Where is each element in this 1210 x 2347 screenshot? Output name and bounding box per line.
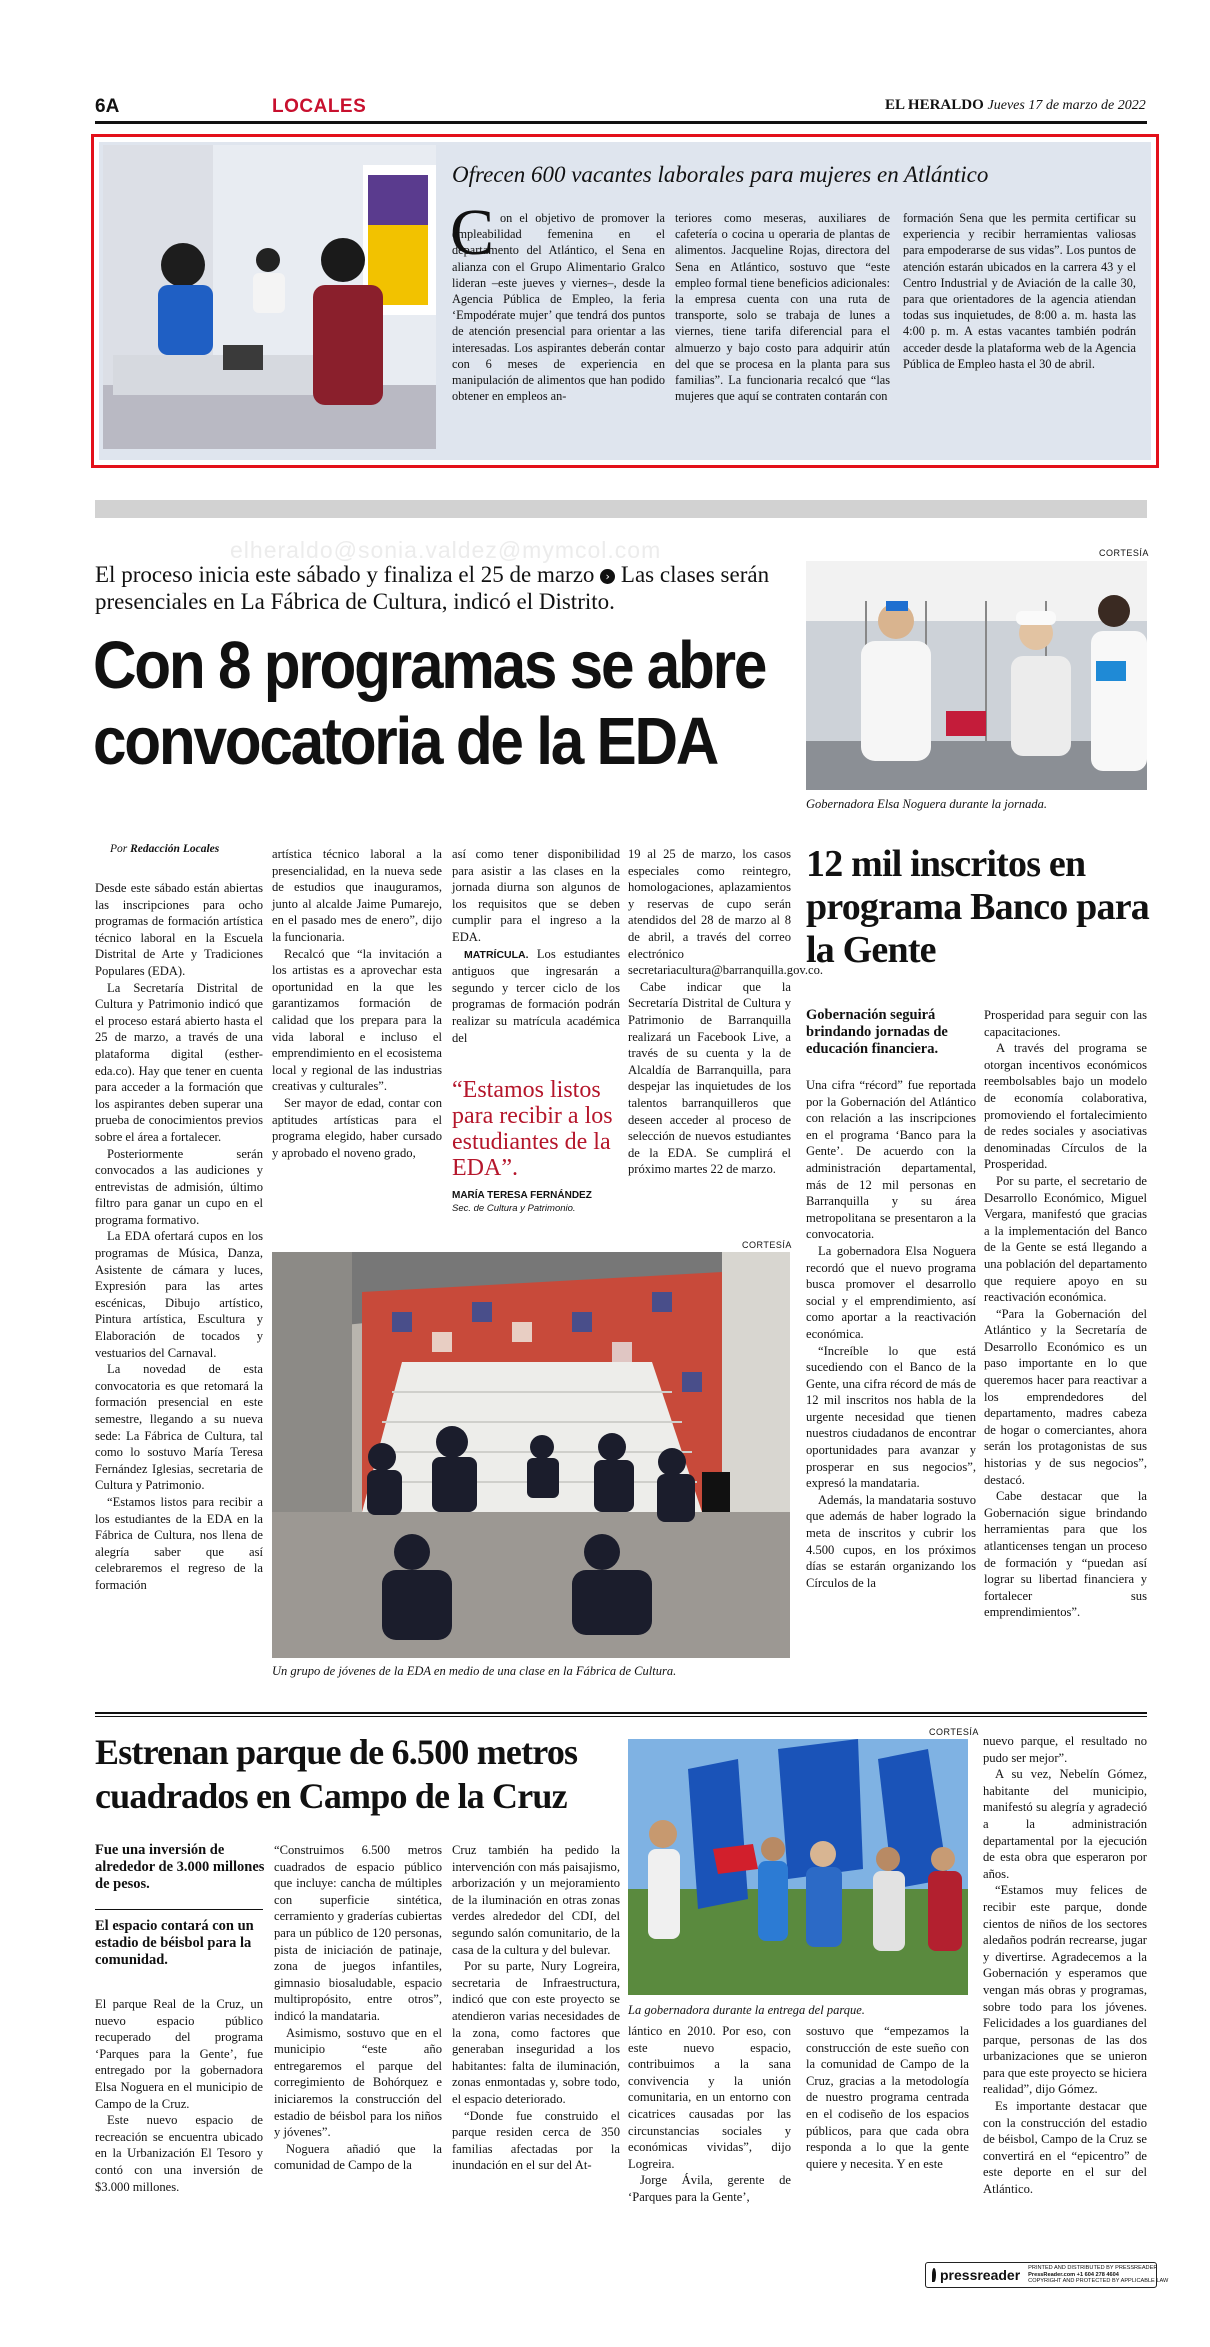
main-col-3-b (452, 946, 620, 1047)
paragraph: “Para la Gobernación del Atlántico y la Secretaría de Desarrollo Económico es un paso importante en lo que queremos hacer para reactivar a los emprendedores del departamento, madres cabeza de hogar o comerciantes, ahora serán los protagonistas de sus historias y de sus negocios”, destacó. (984, 1306, 1147, 1487)
paragraph: Cruz también ha pedido la intervención con más paisajismo, arborización y un mejoramiento de la iluminación en otras zonas verdes alrededor del CDI, del segundo salón comunitario, de la casa de la cultura y del bulevar. (452, 1843, 620, 1957)
paragraph: Cabe indicar que la Secretaría Distrital de Cultura y Patrimonio de Barranquilla realizará un Facebook Live, a través de su cuenta y la de Alcaldía de Barranquilla, para despejar las inquietudes de los talentos barranquilleros que deseen acceder al proceso de selección de nuevos estudiantes de la EDA. Se cumplirá el próximo martes 22 de marzo. (628, 979, 791, 1177)
page-number: 6A (95, 96, 120, 117)
paragraph: La EDA ofertará cupos en los programas de Música, Danza, Asistente de cámara y luces, Expresión para las artes escénicas, Dibujo artístico, Pintura artística, Escultura y Elaboración de tocados y vestuarios del Carnaval. (95, 1229, 263, 1360)
pressreader-badge (925, 2262, 1169, 2288)
paragraph: nuevo parque, el resultado no pudo ser mejor”. (983, 1734, 1147, 1765)
main-col-4 (628, 846, 824, 1178)
main-col-3-a: así como tener disponibilidad para asistir a las clases en la jornada diurna son algunos de los requisitos que se deben cumplir para el ingreso a la EDA. (452, 847, 620, 944)
section-divider (95, 1712, 1147, 1714)
paragraph: Recalcó que “la invitación a los artistas es a aprovechar esta oportunidad en la que les garantizamos formación de calidad que los prepara para la vida laboral e incluso el emprendimiento en el ecosistema local y regional de las industrias creativas y culturales”. (272, 946, 442, 1094)
pressreader-logo-icon (932, 2268, 936, 2282)
paragraph: Prosperidad para seguir con las capacitaciones. (984, 1008, 1147, 1039)
issue-date: Jueves 17 de marzo de 2022 (987, 98, 1146, 113)
paragraph: artística técnico laboral a la presencialidad, en la nueva sede de estudios que inauguramos, junto al alcalde Jaime Pumarejo, en el pasado mes de enero”, dijo la funcionaria. (272, 847, 442, 944)
paragraph: Cabe destacar que la Gobernación sigue brindando herramientas para que los atlanticenses tengan un proceso de formación y “puedan así lograr su libertad financiera y fortalecer sus emprendimientos”. (984, 1489, 1147, 1620)
box-col-2: teriores como meseras, auxiliares de cafetería o cocina u operaria de plantas de alimentos. Jacqueline Rojas, directora del Sena en Atlántico, sostuvo que “este empleo formal tiene beneficios adicionales: la empresa cuenta con una ruta de transporte, solo se trabaja de lunes a viernes, tiene tarifa diferencial para el almuerzo y bajo costo para adquirir atún del que se procesa en la planta para sus familias”. La funcionaria recalcó que “las mujeres que aquí se contraten contarán con (675, 211, 890, 404)
side-summary: Gobernación seguirá brindando jornadas de educación financiera. (806, 1007, 948, 1057)
paragraph: “Increíble lo que está sucediendo con el Banco de la Gente, una cifra récord de más de 12 mil inscritos nos habla de la urgente necesidad que tienen nuestros ciudadanos de encontrar oportunidades para avanzar y prosperar en sus negocios”, expresó la mandataria. (806, 1343, 976, 1491)
paragraph: Ser mayor de edad, contar con aptitudes artísticas para el programa elegido, haber cursado y aprobado el noveno grado, (272, 1095, 442, 1160)
box-col-1 (452, 210, 665, 404)
paragraph: Posteriormente serán convocados a las audiciones y entrevistas de admisión, último filtro para ganar un cupo en el programa formativo. (95, 1146, 263, 1227)
paragraph: Además, la mandataria sostuvo que además de haber logrado la meta de inscritos y cubrir los 4.500 cupos, en los próximos días se estarán organizando los Círculos de la (806, 1492, 976, 1590)
main-col-1 (95, 880, 263, 1594)
side-photo-credit: CORTESÍA (1099, 548, 1149, 558)
side-photo-illustration (806, 561, 1147, 790)
paragraph: Es importante destacar que con la construcción del estadio de béisbol, Campo de la Cruz se convertirá en el “epicentro” de este deporte en el sur del Atlántico. (983, 2099, 1147, 2197)
main-photo-caption: Un grupo de jóvenes de la EDA en medio de una clase en la Fábrica de Cultura. (272, 1664, 677, 1678)
paragraph: Una cifra “récord” fue reportada por la Gobernación del Atlántico con relación a las inscripciones en el programa ‘Banco para la Gente’. De acuerdo con la administración departamental, más de 12 mil personas en Barranquilla y su área metropolitana se presentaron a la convocatoria. (806, 1078, 976, 1242)
paragraph: “Construimos 6.500 metros cuadrados de espacio público que incluye: cancha de múltiples con superficie sintética, cerramiento y graderías cubiertas para un público de 120 personas, pista de iniciación de patinaje, zona de juegos infantiles, gimnasio biosaludable, espacio multipropósito, entre otros”, indicó la mandataria. (274, 1843, 442, 2023)
paragraph: Por su parte, el secretario de Desarrollo Económico, Miguel Vergara, manifestó que gracias a la implementación del Banco de la Gente se está llegando a una población del departamento que requiere apoyo en su reactivación económica. (984, 1173, 1147, 1305)
paragraph: Jorge Ávila, gerente de ‘Parques para la Gente’, (628, 2173, 791, 2204)
paragraph: “Estamos listos para recibir a los estudiantes de la EDA en la Fábrica de Cultura, nos llena de alegría saber que así celebraremos el regreso de la formación (95, 1494, 263, 1592)
side-photo-caption: Gobernadora Elsa Noguera durante la jornada. (806, 797, 1047, 811)
main-deck (95, 561, 785, 615)
byline-prefix: Por (110, 843, 128, 855)
paragraph: La novedad de esta convocatoria es que retomará la formación presencial en este semestre, llegando a su nueva sede: La Fábrica de Cultura, tal como lo sostuvo María Teresa Fernández Iglesias, secretaria de Cultura y Patrimonio. (95, 1362, 263, 1493)
quote-author: MARÍA TERESA FERNÁNDEZ (452, 1190, 592, 1201)
bottom-col-1 (95, 1996, 263, 2195)
arrow-icon: › (600, 569, 615, 584)
paragraph: Noguera añadió que la comunidad de Campo de la (274, 2141, 442, 2173)
bottom-col-3 (452, 1842, 620, 2174)
bottom-headline: Estrenan parque de 6.500 metros cuadrados en Campo de la Cruz (95, 1732, 578, 1816)
paragraph: A su vez, Nebelín Gómez, habitante del municipio, manifestó su alegría y agradeció a la administración departamental por la ejecución de esta obra que esperaron por años. (983, 1767, 1147, 1881)
side-headline: 12 mil inscritos en programa Banco para la Gente (806, 843, 1149, 971)
pressreader-brand: pressreader (940, 2267, 1021, 2283)
main-col-2 (272, 846, 442, 1161)
bottom-col-5 (806, 2023, 969, 2172)
matricula-label: MATRÍCULA. (464, 948, 529, 961)
bottom-col-2 (274, 1842, 442, 2174)
side-col-2 (984, 1007, 1147, 1621)
bottom-photo-credit: CORTESÍA (929, 1727, 979, 1737)
section-name: LOCALES (272, 96, 367, 117)
box-dropcap: C (450, 196, 495, 269)
main-photo (272, 1252, 790, 1658)
bottom-summary-rule (95, 1909, 263, 1910)
paragraph: Asimismo, sostuvo que en el municipio “este año entregaremos el parque del corregimiento de Bohórquez e iniciaremos la construcción del estadio de béisbol para los niños y jóvenes”. (274, 2025, 442, 2140)
header-rule (95, 121, 1147, 124)
watermark: elheraldo@sonia.valdez@mymcol.com (230, 537, 662, 563)
paragraph: sostuvo que “empezamos la construcción de este sueño con la comunidad de Campo de la Cruz, gracias a la metodología de nuestro programa centrada en el codiseño de los espacios públicos, para que cada obra responda a lo que la gente quiere y necesita. Y en este (806, 2024, 969, 2171)
footer-line-2: PressReader.com +1 604 278 4604 (1028, 2271, 1119, 2278)
bottom-col-6 (983, 1733, 1147, 2198)
footer-line-3: COPYRIGHT AND PROTECTED BY APPLICABLE LAW (1028, 2278, 1169, 2285)
paragraph: “Estamos muy felices de recibir este parque, donde cientos de niños de los sectores aledaños podrán recrearse, jugar y divertirse. Agradecemos a la Gobernación y esperamos que vengan más obras y programas, sobre todo para los jóvenes. Felicidades a los guardianes del parque, personas de las dos urbanizaciones que se unieron para que este proyecto se hiciera realidad”, dijo Gómez. (983, 1883, 1147, 2097)
bottom-photo (628, 1739, 968, 1995)
gray-bar (95, 500, 1147, 518)
masthead (885, 97, 1146, 114)
side-photo (806, 561, 1147, 790)
bottom-summary-2: El espacio contará con un estadio de béisbol para la comunidad. (95, 1918, 254, 1968)
main-byline (110, 843, 219, 855)
footer-line-1: PRINTED AND DISTRIBUTED BY PRESSREADER (1028, 2265, 1158, 2272)
byline-author: Redacción Locales (130, 843, 220, 855)
deck-part-2: Las clases serán presenciales en La Fábrica de Cultura, indicó el Distrito. (95, 562, 770, 614)
paragraph: La gobernadora Elsa Noguera recordó que el nuevo programa busca promover el desarrollo social y el emprendimiento, así como aportar a la reactivación económica. (806, 1243, 976, 1341)
box-col-3: formación Sena que les permita certificar su experiencia y recibir herramientas valiosas para empoderarse de sus vidas”. Los puntos de atención estarán ubicados en la carrera 43 y el Centro Industrial y de Aviación de la calle 30, para que orientadores de la agencia atiendan todas sus inquietudes, de 8:00 a. m. hasta las 4:00 p. m. A estas vacantes también podrán acceder desde la plataforma web de la Agencia Pública de Empleo hasta el 30 de abril. (903, 211, 1136, 371)
box-title: Ofrecen 600 vacantes laborales para mujeres en Atlántico (452, 162, 989, 187)
paragraph: Desde este sábado están abiertas las inscripciones para ocho programas de formación artística técnico laboral en la Escuela Distrital de Arte y Tradiciones Populares (EDA). (95, 881, 263, 978)
box-col-1-text: on el objetivo de promover la empleabilidad femenina en el departamento del Atlántico, el Sena en alianza con el Grupo Alimentario Gralco lideran –este jueves y viernes–, desde la Agencia Pública de Empleo, la feria ‘Empodérate mujer’ que tendrá dos puntos de atención presencial para orientar a las interesadas. Los aspirantes deberán contar con 6 meses de experiencia en manipulación de alimentos que han podido obtener en empleos an- (452, 211, 665, 404)
paper-name: EL HERALDO (885, 97, 984, 113)
bottom-summary-1: Fue una inversión de alrededor de 3.000 millones de pesos. (95, 1842, 265, 1892)
matricula-text: Los estudiantes antiguos que ingresarán a segundo y tercer ciclo de los programas de formación podrán realizar su matrícula académica del (452, 946, 620, 1045)
main-headline: Con 8 programas se abre convocatoria de la EDA (93, 628, 766, 779)
box-photo (103, 145, 436, 449)
paragraph: Por su parte, Nury Logreira, secretaria de Infraestructura, indicó que con este proyecto se atendieron varias necesidades de la zona, como factores que generaban inseguridad a los habitantes: falta de iluminación, zonas enmontadas y, sobre todo, el espacio deteriorado. (452, 1959, 620, 2106)
paragraph: 19 al 25 de marzo, los casos especiales como reintegro, homologaciones, aplazamientos y reservas de cupo serán atendidos del 28 de marzo al 8 de abril, a través del correo electrónico secretariacultura@barranquilla.gov.co. (628, 847, 824, 978)
paragraph: El parque Real de la Cruz, un nuevo espacio público recuperado del programa ‘Parques para la Gente’, fue entregado por la gobernadora Elsa Noguera en el municipio de Campo de la Cruz. (95, 1997, 263, 2111)
box-photo-illustration (103, 145, 436, 449)
paragraph: “Donde fue construido el parque residen cerca de 350 familias afectadas por la inundación en el sur del At- (452, 2108, 620, 2173)
paragraph: lántico en 2010. Por eso, con este nuevo espacio, contribuimos a la sana convivencia y la unión comunitaria, en un entorno con cicatrices causadas por las circunstancias sociales y económicas vividas”, dijo Logreira. (628, 2024, 791, 2171)
main-photo-illustration (272, 1252, 790, 1658)
section-divider-thin (95, 1716, 1147, 1717)
paragraph: A través del programa se otorgan incentivos económicos reembolsables bajo un modelo de economía colaborativa, promoviendo el fortalecimiento de redes sociales y asociativas denominadas Círculos de la Prosperidad. (984, 1041, 1147, 1172)
bottom-col-4 (628, 2023, 791, 2206)
pull-quote: “Estamos listos para recibir a los estudiantes de la EDA”. (452, 1077, 613, 1181)
side-col-1 (806, 1077, 976, 1591)
paragraph: La Secretaría Distrital de Cultura y Patrimonio indicó que el proceso estará abierto hasta el 25 de marzo, a través de una plataforma digital (esther-eda.co). Hay que tener en cuenta para acceder a la formación que los aspirantes deben superar una prueba de conocimientos previos sobre el área a fortalecer. (95, 980, 263, 1144)
main-photo-credit: CORTESÍA (742, 1240, 792, 1250)
pressreader-info (1028, 2265, 1168, 2285)
main-col-3 (452, 846, 620, 1046)
quote-role: Sec. de Cultura y Patrimonio. (452, 1203, 576, 1214)
paragraph: Este nuevo espacio de recreación se encuentra ubicado en la Urbanización El Tesoro y contó con una inversión de $3.000 millones. (95, 2113, 263, 2194)
bottom-photo-illustration (628, 1739, 968, 1995)
bottom-photo-caption: La gobernadora durante la entrega del parque. (628, 2003, 865, 2017)
deck-part-1: El proceso inicia este sábado y finaliza el 25 de marzo (95, 562, 595, 587)
